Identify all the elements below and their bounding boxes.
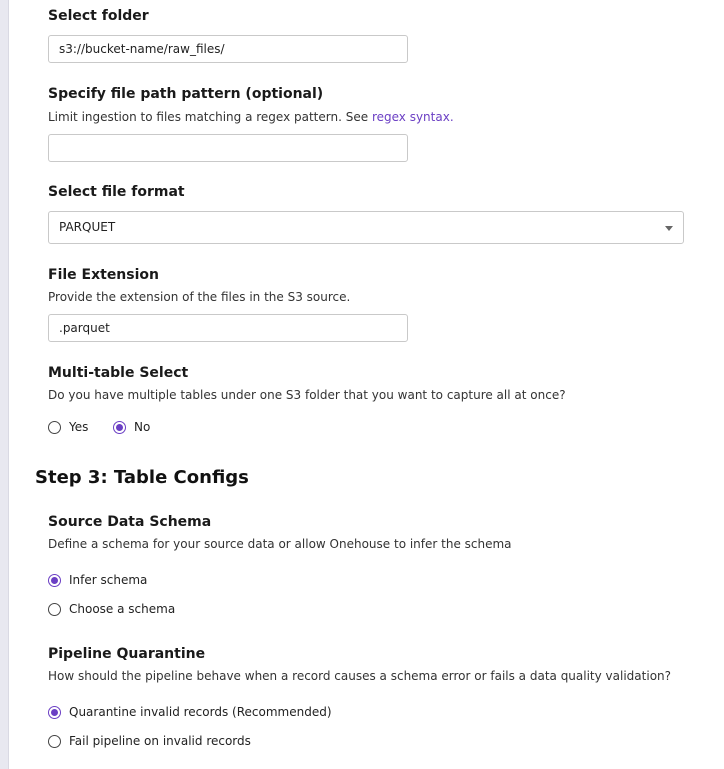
multi-table-yes-radio[interactable] xyxy=(48,420,88,434)
folder-input[interactable]: s3://bucket-name/raw_files/ xyxy=(48,35,408,63)
quarantine-help: How should the pipeline behave when a record causes a schema error or fails a data quality validation? xyxy=(48,669,672,683)
radio-checked-icon xyxy=(113,421,126,434)
multi-table-yes-label: Yes xyxy=(69,420,89,434)
infer-schema-label: Infer schema xyxy=(69,573,148,587)
radio-unchecked-icon xyxy=(48,735,61,748)
path-pattern-input[interactable] xyxy=(48,134,408,162)
file-extension-help: Provide the extension of the files in the S3 source. xyxy=(48,290,351,304)
infer-schema-radio[interactable] xyxy=(48,573,147,587)
radio-checked-icon xyxy=(48,574,61,587)
fail-pipeline-label: Fail pipeline on invalid records xyxy=(69,734,251,748)
quarantine-invalid-radio[interactable] xyxy=(48,705,332,719)
choose-schema-radio[interactable] xyxy=(48,602,175,616)
file-format-selected-value: PARQUET xyxy=(59,220,116,234)
radio-checked-icon xyxy=(48,706,61,719)
chevron-down-icon xyxy=(665,226,673,231)
multi-table-help: Do you have multiple tables under one S3 folder that you want to capture all at once? xyxy=(48,388,566,402)
file-extension-label: File Extension xyxy=(48,267,159,283)
step3-title: Step 3: Table Configs xyxy=(35,467,249,488)
file-format-label: Select file format xyxy=(48,184,185,200)
quarantine-label: Pipeline Quarantine xyxy=(48,646,206,662)
schema-label: Source Data Schema xyxy=(48,514,212,530)
path-pattern-label: Specify file path pattern (optional) xyxy=(48,86,324,102)
radio-unchecked-icon xyxy=(48,421,61,434)
radio-unchecked-icon xyxy=(48,603,61,616)
file-format-select[interactable] xyxy=(48,211,684,244)
multi-table-no-label: No xyxy=(134,420,151,434)
fail-pipeline-radio[interactable] xyxy=(48,734,251,748)
file-extension-input[interactable]: .parquet xyxy=(48,314,408,342)
multi-table-no-radio[interactable] xyxy=(113,420,150,434)
path-pattern-help xyxy=(48,110,454,124)
path-pattern-help-text: Limit ingestion to files matching a regex pattern. See xyxy=(48,110,372,124)
choose-schema-label: Choose a schema xyxy=(69,602,176,616)
folder-label: Select folder xyxy=(48,8,149,24)
regex-syntax-link[interactable]: regex syntax. xyxy=(371,110,454,124)
schema-help: Define a schema for your source data or allow Onehouse to infer the schema xyxy=(48,537,512,551)
quarantine-invalid-label: Quarantine invalid records (Recommended) xyxy=(69,705,332,719)
multi-table-label: Multi-table Select xyxy=(48,365,189,381)
